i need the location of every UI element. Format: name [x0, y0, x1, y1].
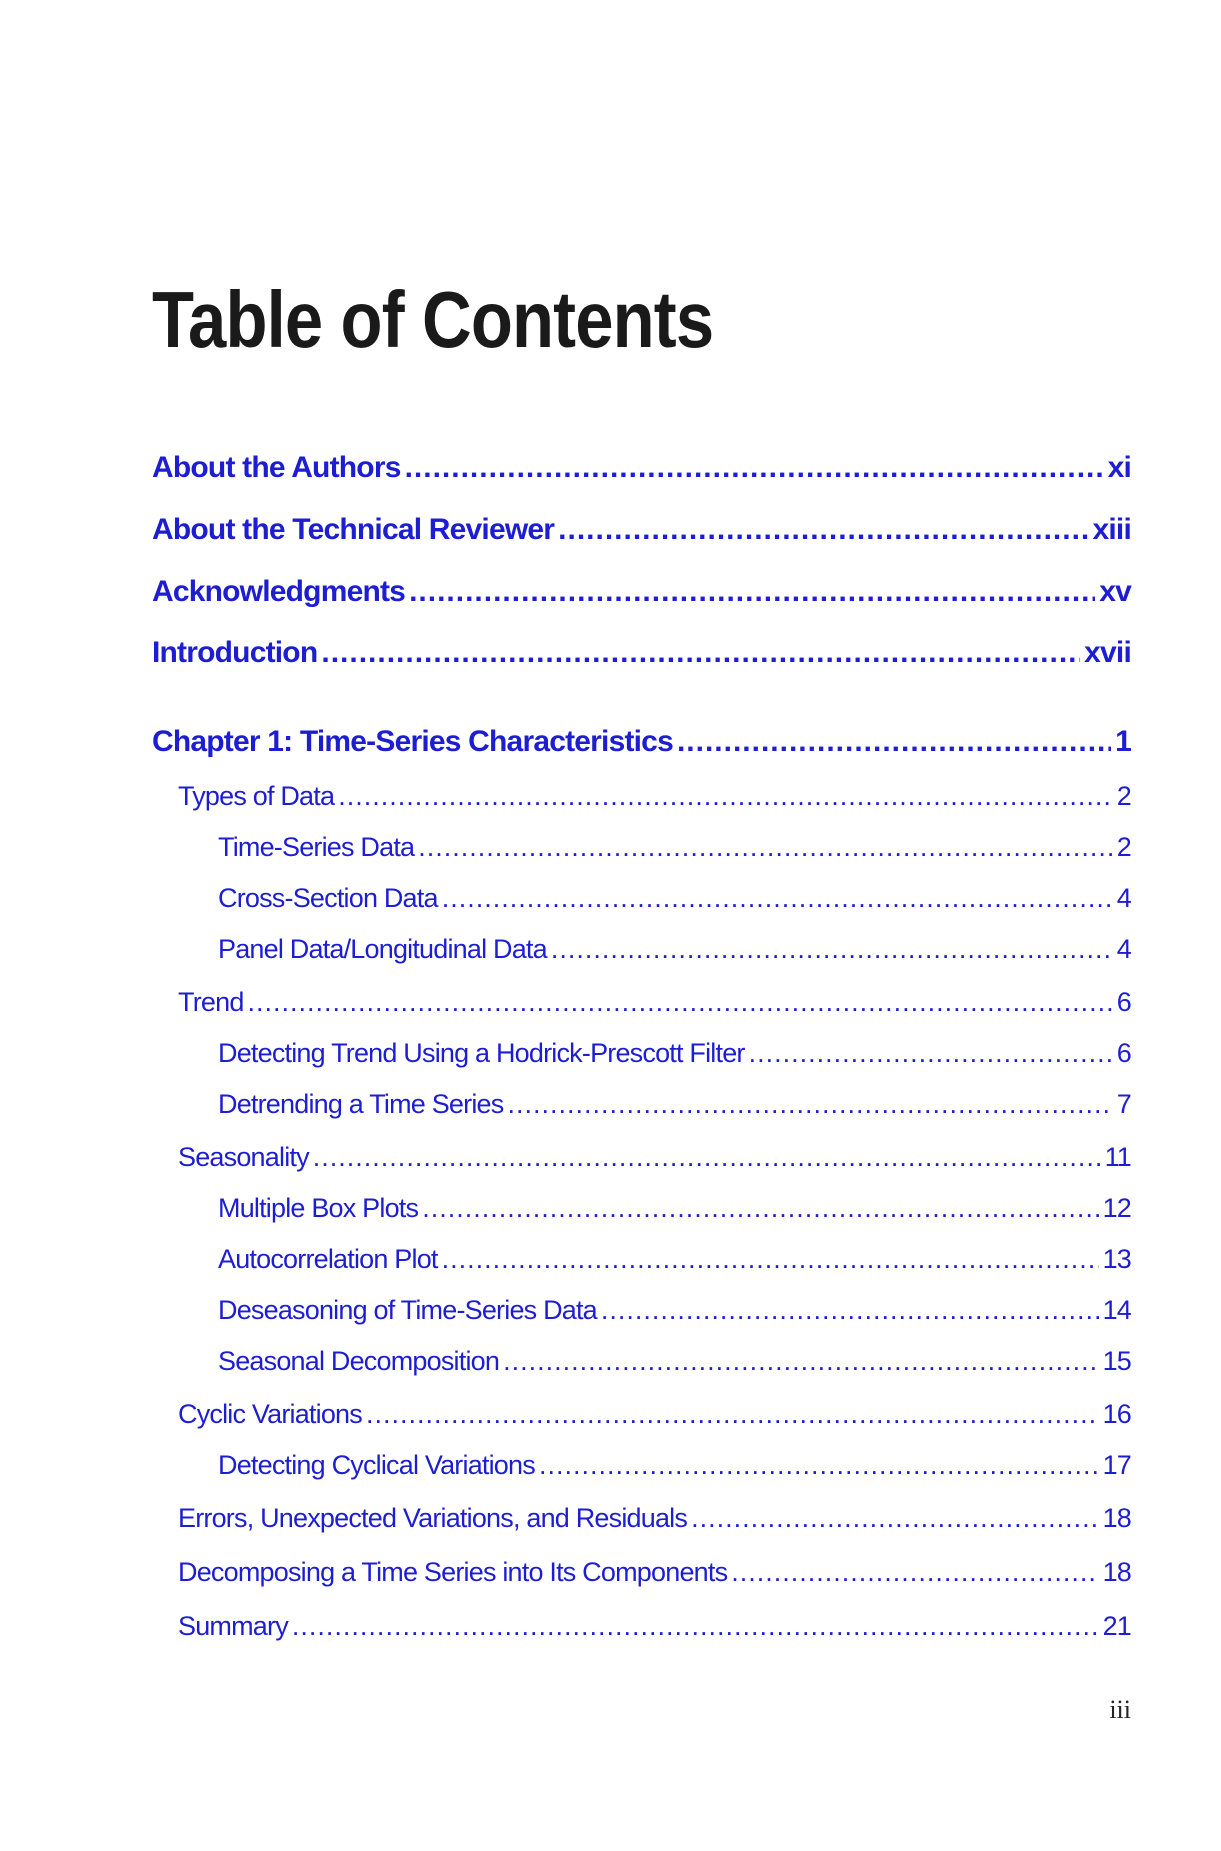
leader-dots — [422, 1193, 1098, 1224]
toc-page-number: xvii — [1084, 636, 1131, 669]
leader-dots — [248, 987, 1113, 1018]
toc-entry-cyclic-variations[interactable] — [178, 1399, 1131, 1430]
toc-page-number: 14 — [1102, 1295, 1131, 1325]
toc-label: Types of Data — [178, 781, 335, 811]
toc-label: Chapter 1: Time-Series Characteristics — [152, 725, 673, 758]
leader-dots — [442, 883, 1113, 914]
toc-entry-summary[interactable] — [178, 1611, 1131, 1642]
toc-label: Deseasoning of Time-Series Data — [218, 1295, 597, 1325]
toc-label: Decomposing a Time Series into Its Components — [178, 1557, 728, 1587]
toc-entry-types-of-data[interactable] — [178, 781, 1131, 812]
toc-page-number: 7 — [1116, 1089, 1131, 1119]
toc-page-number: 15 — [1102, 1346, 1131, 1376]
toc-label: Cyclic Variations — [178, 1399, 362, 1429]
toc-entry-trend[interactable] — [178, 987, 1131, 1018]
leader-dots — [442, 1244, 1099, 1275]
leader-dots — [338, 781, 1113, 812]
toc-page-number: 12 — [1102, 1193, 1131, 1223]
leader-dots — [313, 1142, 1101, 1173]
page-title: Table of Contents — [152, 275, 714, 364]
leader-dots — [749, 1038, 1113, 1069]
leader-dots — [409, 575, 1095, 609]
toc-entry-errors-residuals[interactable] — [178, 1503, 1131, 1534]
toc-page-number: xi — [1107, 451, 1131, 484]
toc-entry-cross-section-data[interactable] — [218, 883, 1131, 914]
toc-label: Multiple Box Plots — [218, 1193, 419, 1223]
toc-page-number: xv — [1099, 575, 1131, 608]
toc-page-number: 6 — [1116, 1038, 1131, 1068]
toc-label: Autocorrelation Plot — [218, 1244, 438, 1274]
toc-label: About the Authors — [152, 451, 401, 484]
toc-label: Detecting Cyclical Variations — [218, 1450, 535, 1480]
toc-label: Trend — [178, 987, 244, 1017]
toc-entry-time-series-data[interactable] — [218, 832, 1131, 863]
toc-entry-technical-reviewer[interactable] — [152, 513, 1131, 547]
toc-label: About the Technical Reviewer — [152, 513, 555, 546]
toc-label: Panel Data/Longitudinal Data — [218, 934, 547, 964]
leader-dots — [321, 636, 1080, 670]
toc-page-number: 2 — [1116, 781, 1131, 811]
toc-page-number: 4 — [1116, 934, 1131, 964]
toc-label: Seasonal Decomposition — [218, 1346, 500, 1376]
toc-page-number: 6 — [1116, 987, 1131, 1017]
toc-page-number: 17 — [1102, 1450, 1131, 1480]
toc-entry-acknowledgments[interactable] — [152, 575, 1131, 609]
toc-entry-about-authors[interactable] — [152, 451, 1131, 485]
leader-dots — [405, 451, 1104, 485]
toc-entry-panel-data[interactable] — [218, 934, 1131, 965]
toc-page-number: 18 — [1102, 1557, 1131, 1587]
leader-dots — [503, 1346, 1098, 1377]
toc-label: Cross-Section Data — [218, 883, 438, 913]
toc-page-number: xiii — [1092, 513, 1131, 546]
toc-entry-autocorrelation-plot[interactable] — [218, 1244, 1131, 1275]
leader-dots — [551, 934, 1113, 965]
toc-entry-deseasoning[interactable] — [218, 1295, 1131, 1326]
footer-page-number: iii — [1109, 1695, 1131, 1724]
toc-page-number: 18 — [1102, 1503, 1131, 1533]
toc-label: Seasonality — [178, 1142, 309, 1172]
leader-dots — [601, 1295, 1099, 1326]
toc-entry-seasonal-decomposition[interactable] — [218, 1346, 1131, 1377]
toc-entry-seasonality[interactable] — [178, 1142, 1131, 1173]
leader-dots — [677, 725, 1111, 759]
leader-dots — [292, 1611, 1099, 1642]
toc-entry-detecting-cyclical[interactable] — [218, 1450, 1131, 1481]
toc-page-number: 2 — [1116, 832, 1131, 862]
toc-page-number: 13 — [1102, 1244, 1131, 1274]
toc-entry-decomposing[interactable] — [178, 1557, 1131, 1588]
toc-label: Errors, Unexpected Variations, and Residuals — [178, 1503, 688, 1533]
toc-label: Detrending a Time Series — [218, 1089, 504, 1119]
leader-dots — [418, 832, 1113, 863]
toc-entry-detrending[interactable] — [218, 1089, 1131, 1120]
leader-dots — [691, 1503, 1098, 1534]
toc-entry-chapter-1[interactable] — [152, 725, 1131, 759]
leader-dots — [366, 1399, 1099, 1430]
toc-label: Introduction — [152, 636, 318, 669]
leader-dots — [539, 1450, 1099, 1481]
toc-entry-hodrick-prescott[interactable] — [218, 1038, 1131, 1069]
toc-page-number: 1 — [1115, 725, 1131, 758]
toc-label: Summary — [178, 1611, 288, 1641]
toc-label: Time-Series Data — [218, 832, 415, 862]
leader-dots — [731, 1557, 1098, 1588]
toc-label: Acknowledgments — [152, 575, 406, 608]
toc-page-number: 16 — [1102, 1399, 1131, 1429]
toc-page-number: 11 — [1104, 1142, 1131, 1172]
toc-entry-multiple-box-plots[interactable] — [218, 1193, 1131, 1224]
toc-label: Detecting Trend Using a Hodrick-Prescott Filter — [218, 1038, 745, 1068]
toc-entry-introduction[interactable] — [152, 636, 1131, 670]
leader-dots — [558, 513, 1088, 547]
toc-page-number: 4 — [1116, 883, 1131, 913]
toc-page-number: 21 — [1102, 1611, 1131, 1641]
leader-dots — [507, 1089, 1112, 1120]
